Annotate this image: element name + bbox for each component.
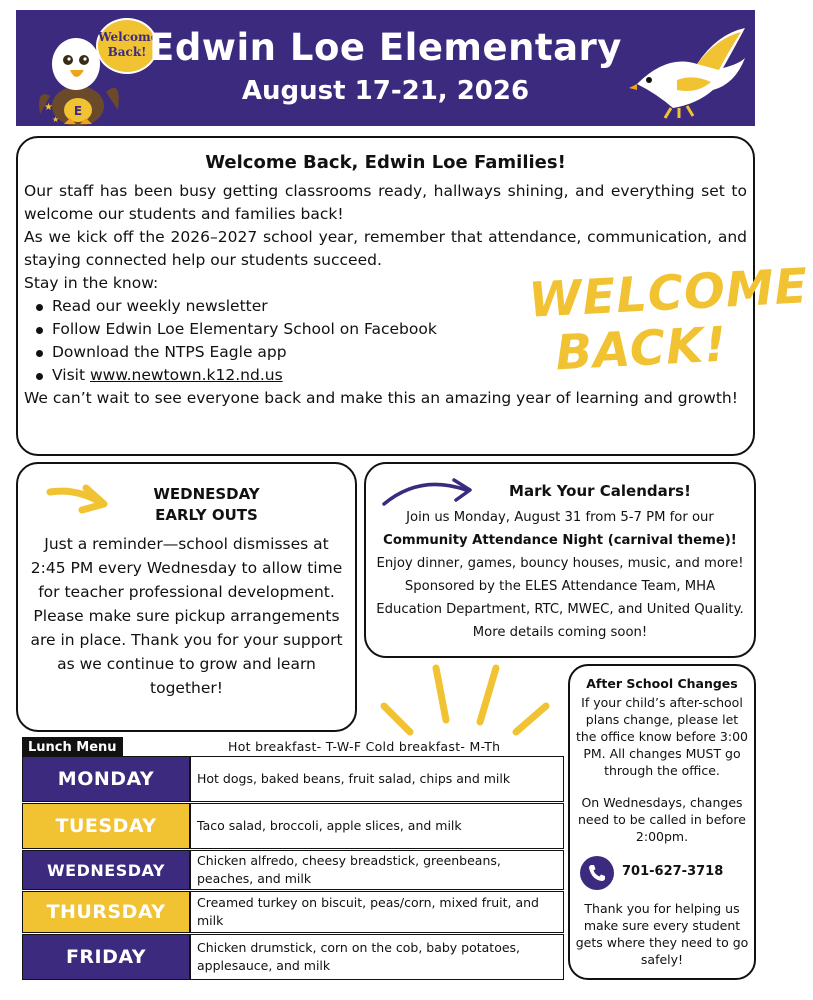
wednesday-changes-paragraph: On Wednesdays, changes need to be called in before 2:00pm. [577, 795, 746, 844]
flying-eagle-icon [627, 24, 747, 120]
website-link[interactable]: www.newtown.k12.nd.us [89, 366, 283, 384]
calendar-invite [374, 506, 746, 552]
day-tuesday: TUESDAY [22, 803, 190, 849]
svg-text:E: E [73, 104, 83, 118]
svg-text:★: ★ [44, 102, 53, 113]
day-friday: FRIDAY [22, 934, 190, 980]
welcome-paragraph: Stay in the know: [24, 274, 159, 292]
meal-friday: Chicken drumstick, corn on the cob, baby potatoes, applesauce, and milk [190, 934, 564, 980]
event-name: Community Attendance Night (carnival theme)! [383, 533, 737, 548]
day-monday: MONDAY [22, 756, 190, 802]
welcome-graphic-line1: WELCOME [527, 258, 810, 329]
day-wednesday: WEDNESDAY [22, 850, 190, 890]
sun-rays-icon [370, 660, 560, 740]
early-outs-title [98, 484, 315, 526]
welcome-heading: Welcome Back, Edwin Loe Families! [205, 152, 566, 173]
thank-you-paragraph: Thank you for helping us make sure every student gets where they need to go safely! [575, 901, 749, 967]
meal-tuesday: Taco salad, broccoli, apple slices, and milk [190, 803, 564, 849]
phone-number[interactable]: 701-627-3718 [622, 864, 724, 879]
after-school-title: After School Changes [586, 676, 738, 691]
calendar-section [364, 462, 756, 658]
early-outs-title-line2: EARLY OUTS [155, 506, 258, 524]
after-school-paragraph: If your child’s after-school plans change, please let the office know before 3:00 PM. All changes MUST go through the office. [575, 695, 749, 778]
early-outs-section [16, 462, 357, 732]
breakfast-note: Hot breakfast- T-W-F Cold breakfast- M-Th [228, 739, 501, 754]
svg-text:★: ★ [52, 115, 60, 124]
list-item: Download the NTPS Eagle app [34, 341, 747, 364]
lunch-menu-tag: Lunch Menu [22, 737, 123, 759]
day-thursday: THURSDAY [22, 891, 190, 933]
list-item: Read our weekly newsletter [34, 295, 747, 318]
calendar-body [374, 506, 746, 644]
calendar-sponsors: Sponsored by the ELES Attendance Team, MHA Education Department, RTC, MWEC, and United Quality. [376, 579, 744, 617]
welcome-section [16, 136, 810, 456]
list-item: Follow Edwin Loe Elementary School on Facebook [34, 318, 747, 341]
newsletter-date: August 17-21, 2026 [241, 76, 530, 106]
meal-thursday: Creamed turkey on biscuit, peas/corn, mixed fruit, and milk [190, 891, 564, 933]
early-outs-title-line1: WEDNESDAY [153, 485, 260, 503]
bubble-text-line2: Back! [107, 45, 147, 59]
school-name: Edwin Loe Elementary [149, 26, 622, 69]
visit-label: Visit [52, 366, 90, 384]
welcome-back-graphic [527, 258, 810, 383]
after-school-section [568, 664, 756, 980]
welcome-paragraph: As we kick off the 2026–2027 school year, remember that attendance, communication, and staying connected help our students succeed. [24, 228, 747, 269]
bubble-text-line1: Welcome [98, 30, 159, 44]
phone-icon [580, 856, 614, 890]
calendar-title: Mark Your Calendars! [509, 482, 691, 500]
welcome-closing: We can’t wait to see everyone back and make this an amazing year of learning and growth! [24, 389, 738, 407]
early-outs-body: Just a reminder—school dismisses at 2:45 PM every Wednesday to allow time for teacher professional development. Please make sure pickup arrangements are in place. Thank you for your support as we continue to grow and learn together! [30, 535, 343, 697]
welcome-graphic-line2: BACK! [554, 316, 729, 382]
welcome-paragraph: Our staff has been busy getting classrooms ready, hallways shining, and everything set to welcome our students and families back! [24, 182, 747, 223]
calendar-invite-text: Join us Monday, August 31 from 5-7 PM for our [406, 510, 714, 525]
phone-row [576, 856, 752, 892]
meal-monday: Hot dogs, baked beans, fruit salad, chips and milk [190, 756, 564, 802]
meal-wednesday: Chicken alfredo, cheesy breadstick, greenbeans, peaches, and milk [190, 850, 564, 890]
calendar-activities: Enjoy dinner, games, bouncy houses, music, and more! [376, 556, 744, 571]
header-banner [16, 10, 755, 126]
calendar-more-details: More details coming soon! [472, 625, 648, 640]
